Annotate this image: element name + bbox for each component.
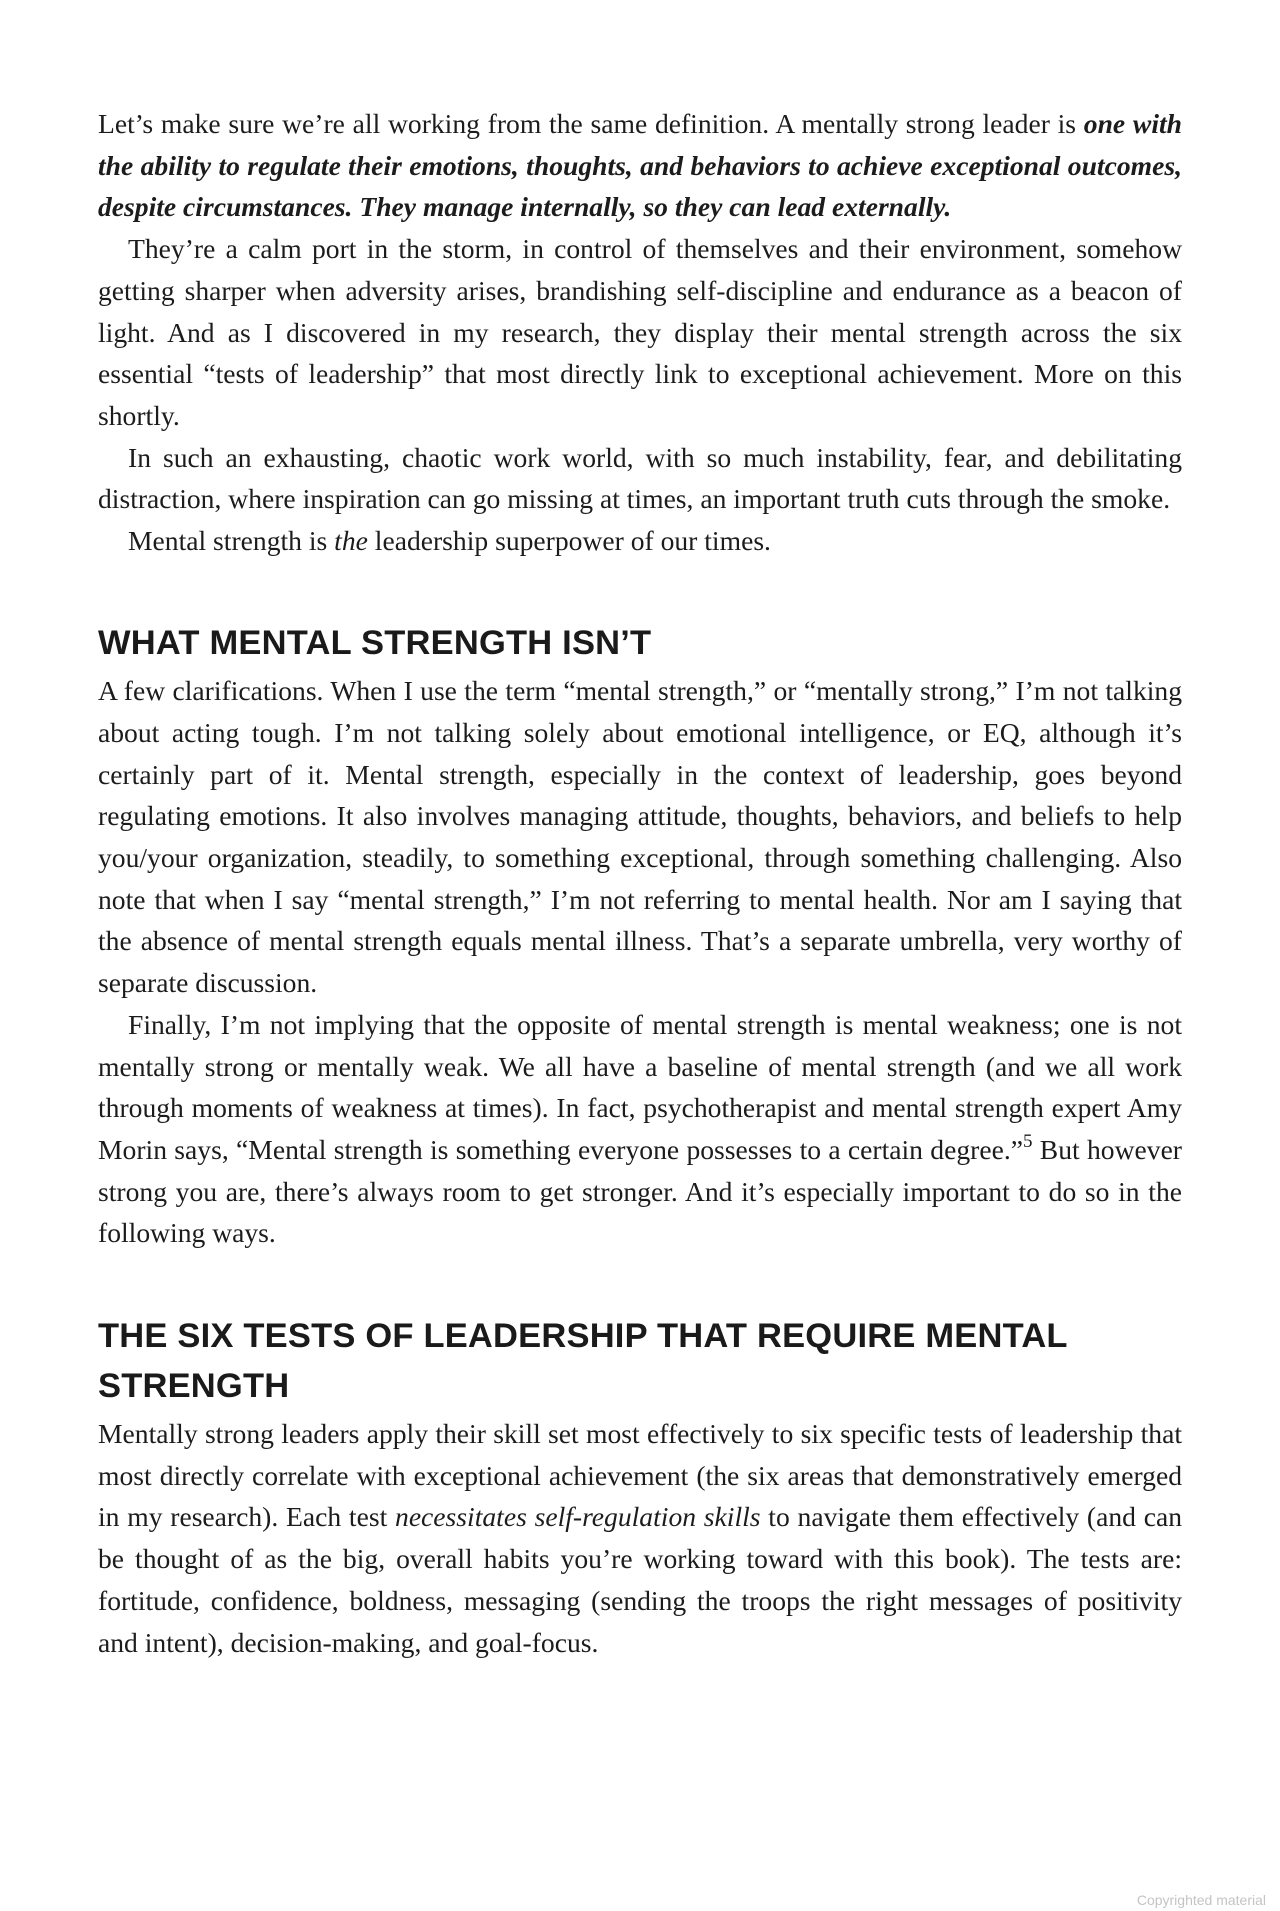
definition-emphasis-text: one with the ability to regulate their emotions, thoughts, and behaviors to achieve exceptional outcomes, despite circumstances. They manage internally, so they can lead externally. (98, 108, 1182, 223)
footnote-reference-5[interactable]: 5 (1022, 1130, 1033, 1152)
six-tests-emphasis: necessitates self-regulation skills (395, 1501, 761, 1533)
paragraph-chaotic-world: In such an exhausting, chaotic work world, with so much instability, fear, and debilitating distraction, where inspiration can go missing at times, an important truth cuts through the smoke. (98, 441, 1182, 515)
definition-intro-text: Let’s make sure we’re all working from the same definition. A mentally strong leader is (98, 108, 1084, 139)
paragraph-baseline (98, 1004, 1182, 1254)
section-heading-what-mental-strength-isnt: WHAT MENTAL STRENGTH ISN’T (98, 623, 652, 662)
baseline-text-b: But however strong you are, there’s always room to get stronger. And it’s especially important to do so in the following ways. (98, 1133, 1182, 1249)
book-page (98, 103, 1182, 1663)
paragraph-superpower (98, 520, 1182, 562)
paragraph-six-tests (98, 1413, 1182, 1663)
six-tests-text-c: to navigate them effectively (and can be thought of as the big, overall habits you’re working toward with this book). The tests are: fortitude, confidence, boldness, messaging (sending the troops the right messages of positivity and intent), decision-making, and goal-focus. (98, 1501, 1183, 1658)
section-heading-six-tests: THE SIX TESTS OF LEADERSHIP THAT REQUIRE MENTAL STRENGTH (98, 1317, 1068, 1405)
superpower-text-c: leadership superpower of our times. (367, 525, 771, 557)
paragraph-clarifications: A few clarifications. When I use the term “mental strength,” or “mentally strong,” I’m not talking about acting tough. I’m not talking solely about emotional intelligence, or EQ, although it’s certainly part of it. Mental strength, especially in the context of leadership, goes beyond regulating emotions. It also involves managing attitude, thoughts, behaviors, and beliefs to help you/your organization, steadily, to something exceptional, through something challenging. Also note that when I say “mental strength,” I’m not referring to mental health. Nor am I saying that the absence of mental strength equals mental illness. That’s a separate umbrella, very worthy of separate discussion. (98, 675, 1182, 999)
six-tests-text-a: Mentally strong leaders apply their skill set most effectively to six specific tests of leadership that most directly correlate with exceptional achievement (the six areas that demonstratively emerged in my research). Each test (98, 1418, 1182, 1533)
paragraph-calm-port: They’re a calm port in the storm, in control of themselves and their environment, somehow getting sharper when adversity arises, brandishing self-discipline and endurance as a beacon of light. And as I discovered in my research, they display their mental strength across the six essential “tests of leadership” that most directly link to exceptional achievement. More on this shortly. (98, 233, 1182, 431)
superpower-emphasis: the (334, 525, 368, 557)
copyright-notice: Copyrighted material (1136, 1892, 1266, 1908)
baseline-text-a: Finally, I’m not implying that the opposite of mental strength is mental weakness; one is not mentally strong or mentally weak. We all have a baseline of mental strength (and we all work through moments of weakness at times). In fact, psychotherapist and mental strength expert Amy Morin says, “Mental strength is something everyone possesses to a certain degree.” (98, 1008, 1182, 1165)
superpower-text-a: Mental strength is (128, 525, 335, 557)
paragraph-definition (98, 103, 1182, 228)
